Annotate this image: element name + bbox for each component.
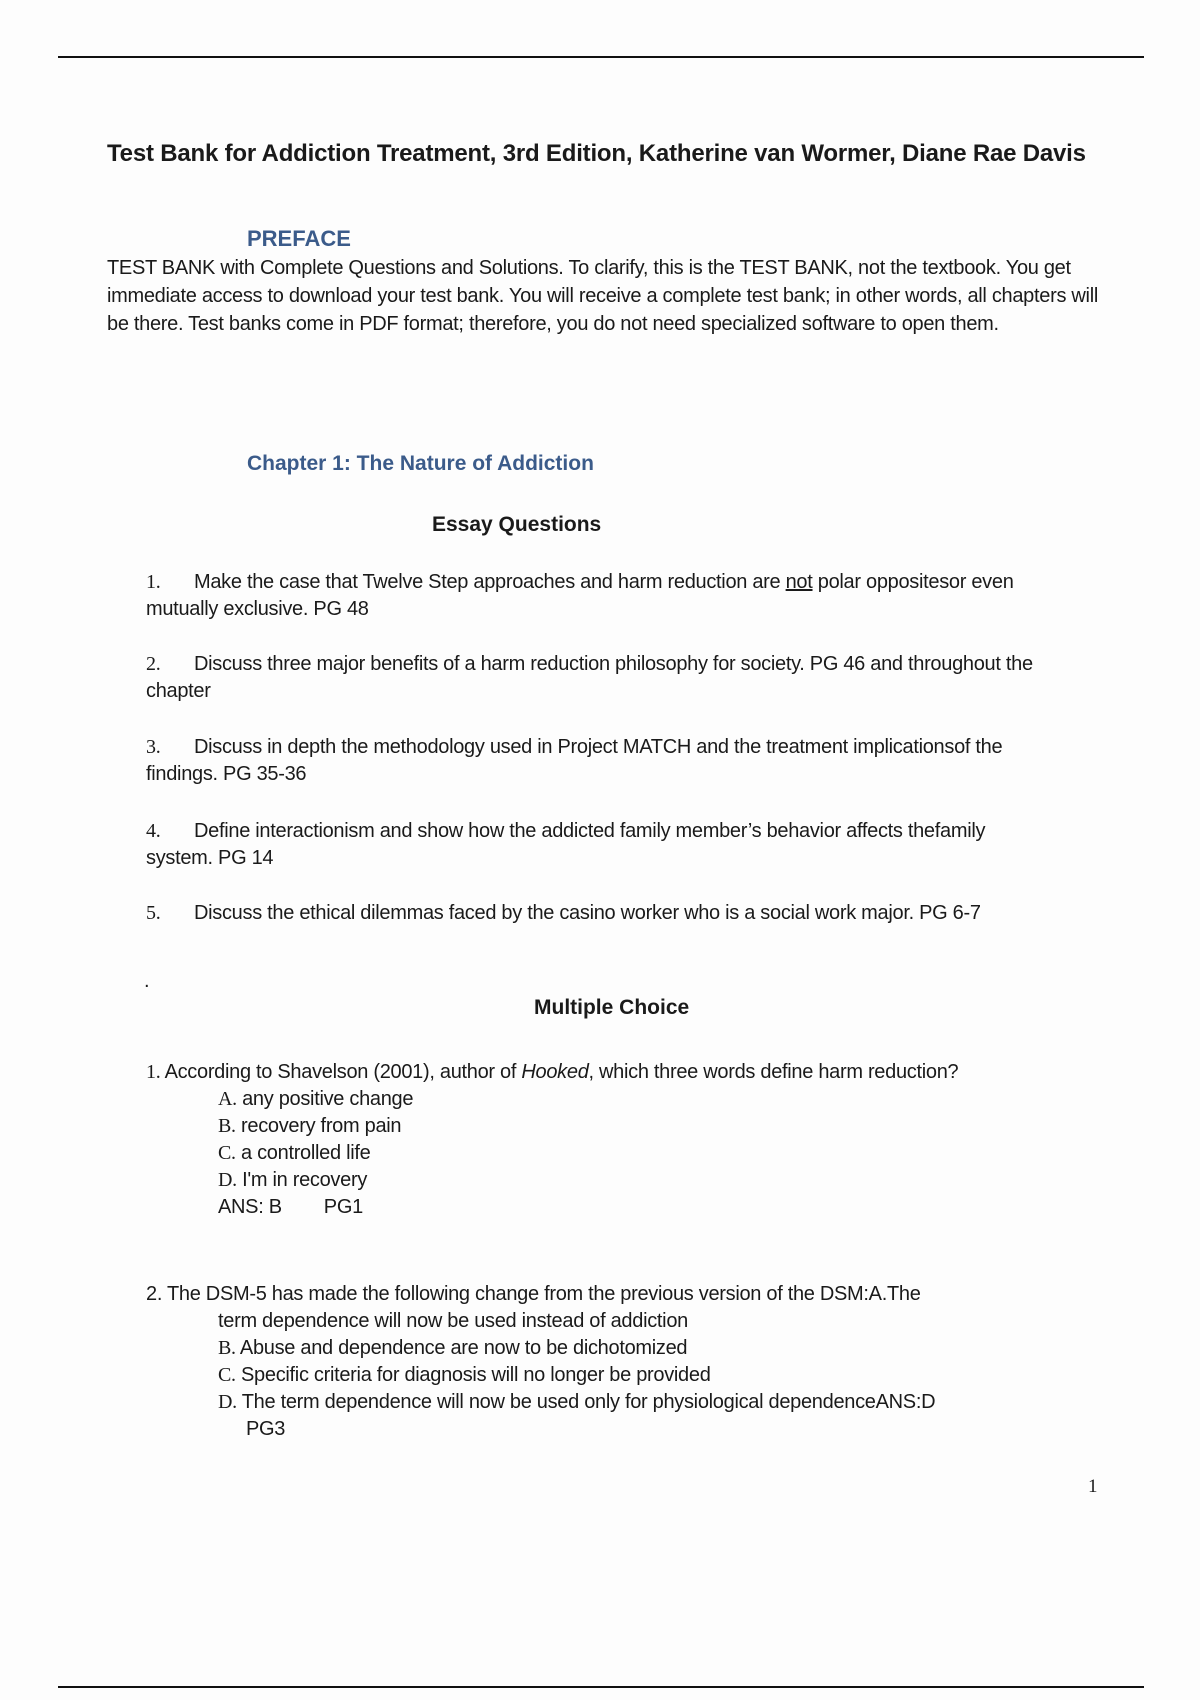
page-number: 1 (1088, 1476, 1098, 1497)
multiple-choice-heading: Multiple Choice (534, 996, 690, 1019)
option-d: D. The term dependence will now be used only for physiological dependenceANS:D (218, 1391, 936, 1413)
question-number: 3. (146, 736, 161, 758)
question-number: 5. (146, 902, 161, 924)
question-text: Make the case that Twelve Step approaches and harm reduction are (194, 571, 786, 593)
answer-options (146, 1086, 1046, 1221)
essay-question-5 (146, 900, 1046, 927)
essay-question-4 (146, 818, 1046, 872)
trailing-mark: . (144, 970, 150, 992)
option-c: C. a controlled life (218, 1142, 371, 1164)
preface-body: TEST BANK with Complete Questions and Solutions. To clarify, this is the TEST BANK, not the textbook. You get immediate access to download your test bank. You will receive a complete test bank; in other words, all chapters will be there. Test banks come in PDF format; therefore, you do not need specialized software to open them. (107, 257, 1098, 335)
mc-question-stem: 2. The DSM-5 has made the following change from the previous version of the DSM:A.The (146, 1283, 921, 1305)
mc-question-stem (146, 1059, 1046, 1086)
bottom-rule (58, 1686, 1144, 1688)
mc-question-1 (146, 1059, 1046, 1221)
answer-line (218, 1194, 1046, 1221)
question-text: Discuss the ethical dilemmas faced by the casino worker who is a social work major. PG 6-7 (194, 902, 981, 924)
answer-page: PG1 (323, 1196, 363, 1218)
underlined-word: not (785, 571, 813, 593)
document-title: Test Bank for Addiction Treatment, 3rd Edition, Katherine van Wormer, Diane Rae Davis (107, 140, 1086, 167)
preface-heading: PREFACE (247, 226, 351, 251)
option-d: D. I'm in recovery (218, 1169, 368, 1191)
question-text: Discuss three major benefits of a harm reduction philosophy for society. PG 46 and throughout the chapter (146, 653, 1033, 702)
chapter-heading: Chapter 1: The Nature of Addiction (247, 452, 594, 475)
question-number: 2. (146, 653, 161, 675)
question-text: According to Shavelson (2001), author of (164, 1061, 522, 1083)
top-rule (58, 56, 1144, 58)
option-b: B. recovery from pain (218, 1115, 402, 1137)
question-text: polar oppositesor even mutually exclusive. PG 48 (146, 571, 1014, 620)
question-number: 1. (146, 571, 161, 593)
option-a: A. any positive change (218, 1088, 414, 1110)
essay-questions-heading: Essay Questions (432, 513, 602, 536)
answer-key: ANS: B (218, 1196, 282, 1218)
answer-options (146, 1308, 1046, 1443)
question-number: 4. (146, 820, 161, 842)
essay-question-1 (146, 569, 1046, 623)
question-text: Define interactionism and show how the addicted family member’s behavior affects thefamily system. PG 14 (146, 820, 986, 869)
book-title: Hooked (521, 1061, 589, 1083)
essay-question-2 (146, 651, 1046, 705)
question-text: Discuss in depth the methodology used in Project MATCH and the treatment implicationsof the findings. PG 35-36 (146, 736, 1003, 785)
mc-question-2 (146, 1281, 1046, 1443)
option-c: C. Specific criteria for diagnosis will no longer be provided (218, 1364, 711, 1386)
option-b: B. Abuse and dependence are now to be dichotomized (218, 1337, 688, 1359)
essay-question-3 (146, 734, 1046, 788)
answer-page: PG3 (246, 1418, 286, 1440)
question-number: 1. (146, 1061, 161, 1083)
question-text: , which three words define harm reduction? (588, 1061, 959, 1083)
option-a-continued: term dependence will now be used instead of addiction (218, 1310, 688, 1332)
